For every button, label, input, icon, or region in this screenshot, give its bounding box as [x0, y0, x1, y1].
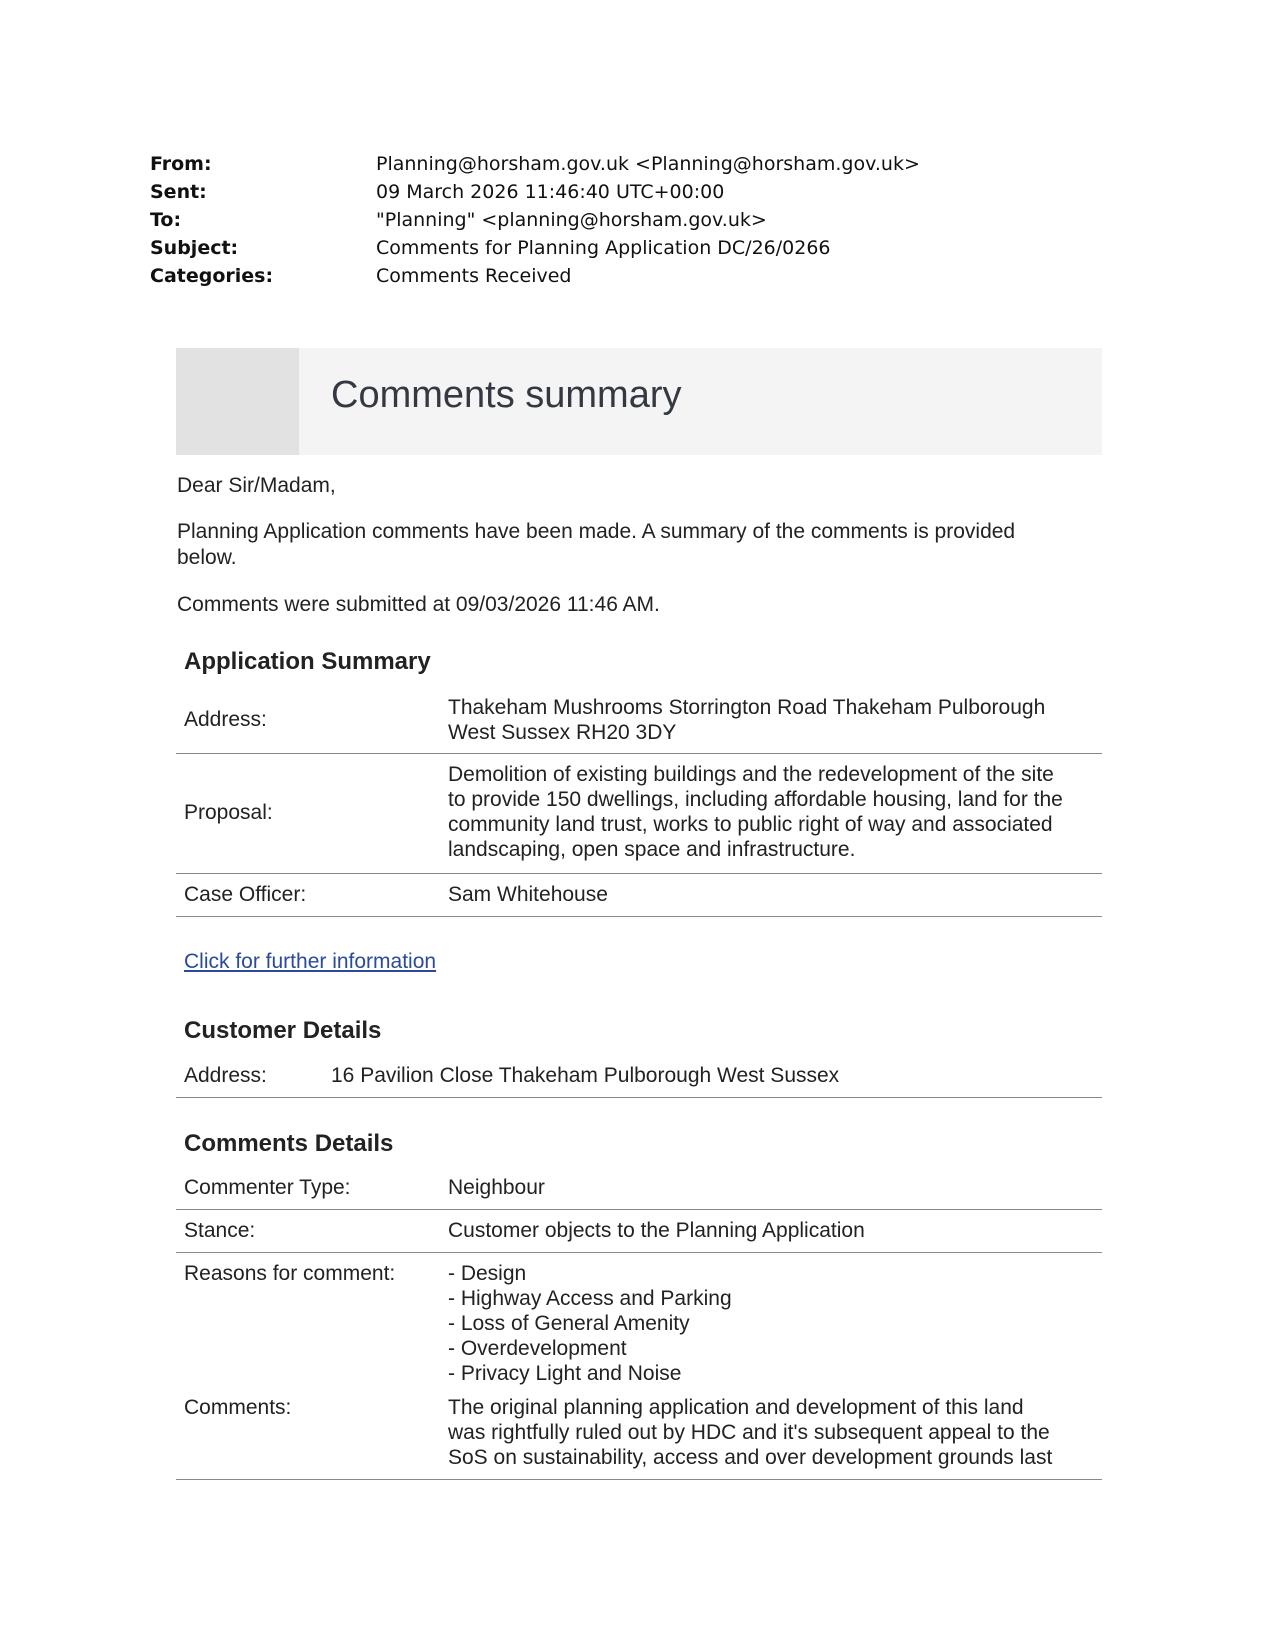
- address-line: Thakeham Mushrooms Storrington Road Thakeham Pulborough: [448, 696, 1046, 719]
- proposal-line: to provide 150 dwellings, including affordable housing, land for the: [448, 788, 1063, 811]
- reasons-label: Reasons for comment:: [184, 1262, 396, 1285]
- customer-address-row: [176, 1056, 1102, 1098]
- commenter-type-label: Commenter Type:: [184, 1176, 351, 1199]
- comments-details-table: [176, 1167, 1102, 1480]
- customer-address-value: 16 Pavilion Close Thakeham Pulborough West Sussex: [331, 1064, 840, 1087]
- comments-value: [448, 1395, 1052, 1470]
- categories-value: Comments Received: [376, 265, 572, 287]
- proposal-line: community land trust, works to public right of way and associated: [448, 813, 1053, 836]
- proposal-value: [448, 762, 1063, 862]
- categories-label: Categories:: [150, 265, 274, 287]
- further-information-link[interactable]: Click for further information: [184, 950, 437, 973]
- comments-line: SoS on sustainability, access and over development grounds last: [448, 1446, 1053, 1469]
- reason-item: - Overdevelopment: [448, 1337, 627, 1360]
- customer-address-label: Address:: [184, 1064, 267, 1087]
- submitted-time: Comments were submitted at 09/03/2026 11:46 AM.: [177, 593, 660, 616]
- comments-summary-banner: [176, 348, 1102, 455]
- reason-item: - Design: [448, 1262, 527, 1285]
- comments-label: Comments:: [184, 1396, 292, 1419]
- application-summary-title: Application Summary: [184, 648, 431, 675]
- address-row: [176, 686, 1102, 754]
- address-line: West Sussex RH20 3DY: [448, 721, 677, 744]
- stance-label: Stance:: [184, 1219, 256, 1242]
- reason-item: - Privacy Light and Noise: [448, 1362, 682, 1385]
- customer-details-table: [176, 1056, 1102, 1098]
- application-summary-table: [176, 686, 1102, 917]
- proposal-row: [176, 754, 1102, 874]
- intro-line-2: below.: [177, 546, 237, 569]
- reason-item: - Loss of General Amenity: [448, 1312, 690, 1335]
- proposal-line: Demolition of existing buildings and the redevelopment of the site: [448, 763, 1054, 786]
- address-label: Address:: [184, 708, 267, 731]
- address-value: [448, 695, 1045, 745]
- comments-line: The original planning application and development of this land: [448, 1396, 1024, 1419]
- proposal-line: landscaping, open space and infrastructure.: [448, 838, 856, 861]
- commenter-type-row: [176, 1167, 1102, 1210]
- proposal-label: Proposal:: [184, 801, 273, 824]
- comments-line: was rightfully ruled out by HDC and it's subsequent appeal to the: [448, 1421, 1050, 1444]
- subject-label: Subject:: [150, 237, 239, 259]
- stance-row: [176, 1210, 1102, 1253]
- comments-details-title: Comments Details: [184, 1130, 394, 1157]
- banner-title: Comments summary: [331, 374, 682, 416]
- intro-line-1: Planning Application comments have been made. A summary of the comments is provided: [177, 520, 1016, 543]
- reasons-list: [448, 1261, 732, 1386]
- reason-item: - Highway Access and Parking: [448, 1287, 732, 1310]
- from-label: From:: [150, 153, 212, 175]
- case-officer-value: Sam Whitehouse: [448, 883, 608, 906]
- reasons-row: [176, 1253, 1102, 1393]
- to-label: To:: [150, 209, 182, 231]
- case-officer-label: Case Officer:: [184, 883, 307, 906]
- subject-value: Comments for Planning Application DC/26/0266: [376, 237, 831, 259]
- stance-value: Customer objects to the Planning Application: [448, 1219, 865, 1242]
- customer-details-title: Customer Details: [184, 1017, 382, 1044]
- sent-label: Sent:: [150, 181, 207, 203]
- commenter-type-value: Neighbour: [448, 1176, 545, 1199]
- sent-value: 09 March 2026 11:46:40 UTC+00:00: [376, 181, 725, 203]
- from-value: Planning@horsham.gov.uk <Planning@horsham.gov.uk>: [376, 153, 920, 175]
- to-value: "Planning" <planning@horsham.gov.uk>: [376, 209, 767, 231]
- comments-row: [176, 1393, 1102, 1480]
- greeting: Dear Sir/Madam,: [177, 474, 336, 497]
- banner-logo-placeholder: [176, 348, 299, 455]
- case-officer-row: [176, 874, 1102, 917]
